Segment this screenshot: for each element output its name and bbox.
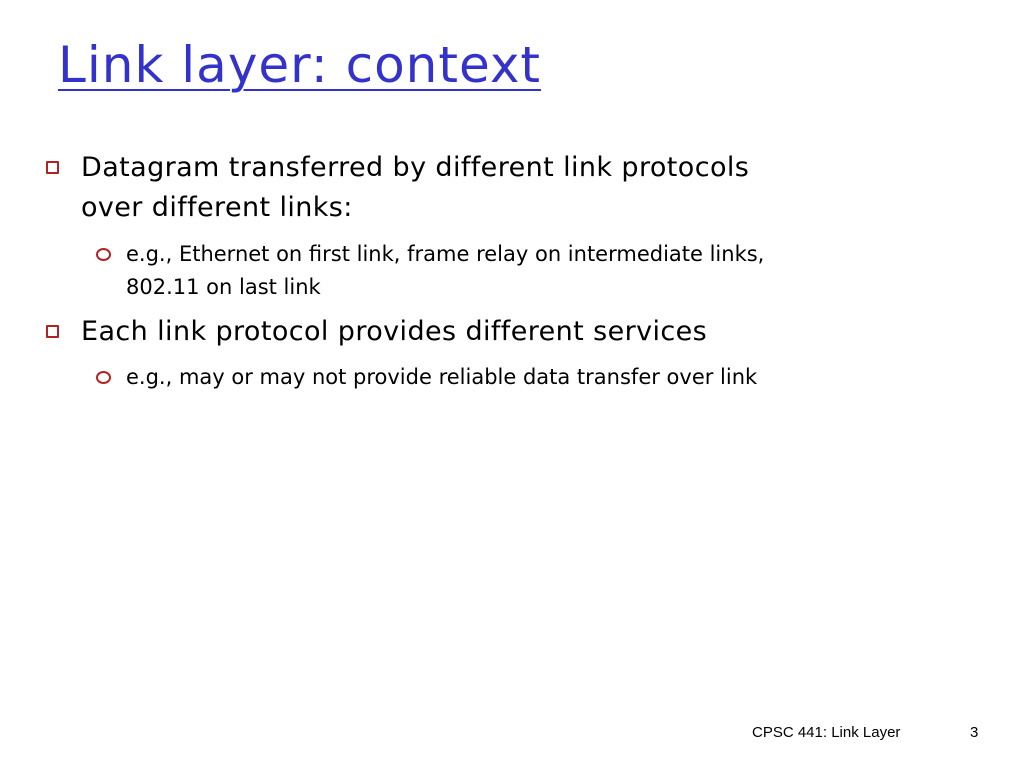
sub-bullet-line: e.g., Ethernet on first link, frame relay on intermediate links,	[126, 242, 765, 266]
bullet-text	[81, 312, 941, 352]
bullet-item	[46, 148, 946, 228]
circle-bullet-icon	[96, 248, 111, 261]
slide-title: Link layer: context	[58, 36, 542, 94]
bullet-line: Each link protocol provides different services	[81, 316, 708, 347]
square-bullet-icon	[46, 161, 59, 174]
sub-bullet-item	[96, 238, 976, 304]
bullet-text	[81, 148, 941, 228]
footer-course-title: CPSC 441: Link Layer	[752, 724, 901, 741]
circle-bullet-icon	[96, 371, 111, 384]
sub-bullet-line: e.g., may or may not provide reliable data transfer over link	[126, 365, 758, 389]
square-bullet-icon	[46, 325, 59, 338]
sub-bullet-item	[96, 361, 976, 394]
footer-page-number: 3	[970, 724, 979, 741]
bullet-line: over different links:	[81, 192, 353, 223]
sub-bullet-text	[126, 238, 976, 304]
bullet-line: Datagram transferred by different link protocols	[81, 152, 750, 183]
bullet-item	[46, 312, 946, 352]
sub-bullet-text	[126, 361, 976, 394]
sub-bullet-line: 802.11 on last link	[126, 275, 321, 299]
